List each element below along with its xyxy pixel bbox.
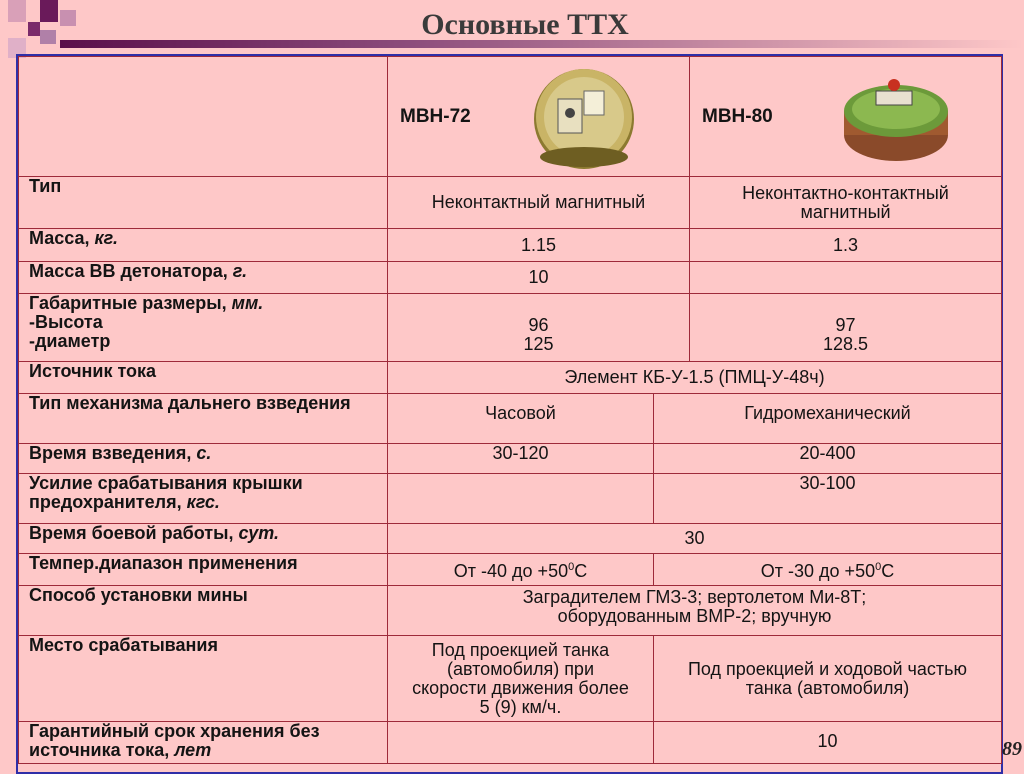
row-label-install: Способ установки мины — [19, 586, 388, 636]
mvn80-mine-image — [840, 61, 952, 169]
table-row — [19, 177, 1002, 229]
row-label-trigger-place: Место срабатывания — [19, 636, 388, 722]
dims-mvn80: 97 128.5 — [690, 294, 1002, 362]
mass-mvn72: 1.15 — [388, 229, 690, 262]
row-label-arming-time: Время взведения, с. — [19, 444, 388, 474]
temp-mvn80: От -30 до $+50^0С$ — [654, 554, 1002, 586]
header-empty-cell — [19, 57, 388, 177]
row-label-storage: Гарантийный срок хранения без источника тока, лет — [19, 722, 388, 764]
temp-mvn72: От -40 до $+50^0С$ — [388, 554, 654, 586]
row-label-det-mass: Масса ВВ детонатора, г. — [19, 262, 388, 294]
arming-time-mvn72: 30-120 — [388, 444, 654, 474]
storage-mvn72 — [388, 722, 654, 764]
table-row — [19, 636, 1002, 722]
table-row — [19, 722, 1002, 764]
det-mass-mvn72: 10 — [388, 262, 690, 294]
cover-force-mvn80: 30-100 — [654, 474, 1002, 524]
arming-mech-mvn72: Часовой — [388, 394, 654, 444]
page-number: 89 — [1002, 738, 1022, 760]
mvn72-mine-image — [528, 61, 640, 173]
table-row — [19, 474, 1002, 524]
arming-time-mvn80: 20-400 — [654, 444, 1002, 474]
row-label-power: Источник тока — [19, 362, 388, 394]
table-row — [19, 294, 1002, 362]
table-row — [19, 586, 1002, 636]
table-row — [19, 444, 1002, 474]
mass-mvn80: 1.3 — [690, 229, 1002, 262]
combat-time-value: 30 — [388, 524, 1002, 554]
table-row — [19, 524, 1002, 554]
table-row — [19, 394, 1002, 444]
trigger-place-mvn80: Под проекцией и ходовой частью танка (автомобиля) — [654, 636, 1002, 722]
model-name-mvn72: МВН-72 — [400, 106, 471, 127]
table-row — [19, 262, 1002, 294]
row-label-combat-time: Время боевой работы, сут. — [19, 524, 388, 554]
table-row — [19, 362, 1002, 394]
storage-mvn80: 10 — [654, 722, 1002, 764]
header-row — [19, 57, 1002, 177]
trigger-place-mvn72: Под проекцией танка (автомобиля) при скорости движения более 5 (9) км/ч. — [388, 636, 654, 722]
specs-table — [18, 56, 1002, 764]
type-mvn80: Неконтактно-контактный магнитный — [690, 177, 1002, 229]
page-title: Основные ТТХ — [421, 8, 629, 41]
model-name-mvn80: МВН-80 — [702, 106, 773, 127]
row-label-dims: Габаритные размеры, мм. -Высота -диаметр — [19, 294, 388, 362]
det-mass-mvn80 — [690, 262, 1002, 294]
cover-force-mvn72 — [388, 474, 654, 524]
row-label-temp: Темпер.диапазон применения — [19, 554, 388, 586]
install-value: Заградителем ГМЗ-3; вертолетом Ми-8Т; оборудованным ВМР-2; вручную — [388, 586, 1002, 636]
dims-mvn72: 96 125 — [388, 294, 690, 362]
row-label-mass: Масса, кг. — [19, 229, 388, 262]
row-label-arming-mech: Тип механизма дальнего взведения — [19, 394, 388, 444]
arming-mech-mvn80: Гидромеханический — [654, 394, 1002, 444]
header-mvn80-cell — [690, 57, 1002, 177]
type-mvn72: Неконтактный магнитный — [388, 177, 690, 229]
header-mvn72-cell — [388, 57, 690, 177]
power-value: Элемент КБ-У-1.5 (ПМЦ-У-48ч) — [388, 362, 1002, 394]
table-row — [19, 229, 1002, 262]
table-row — [19, 554, 1002, 586]
row-label-cover-force: Усилие срабатывания крышки предохранителя, кгс. — [19, 474, 388, 524]
row-label-type: Тип — [19, 177, 388, 229]
